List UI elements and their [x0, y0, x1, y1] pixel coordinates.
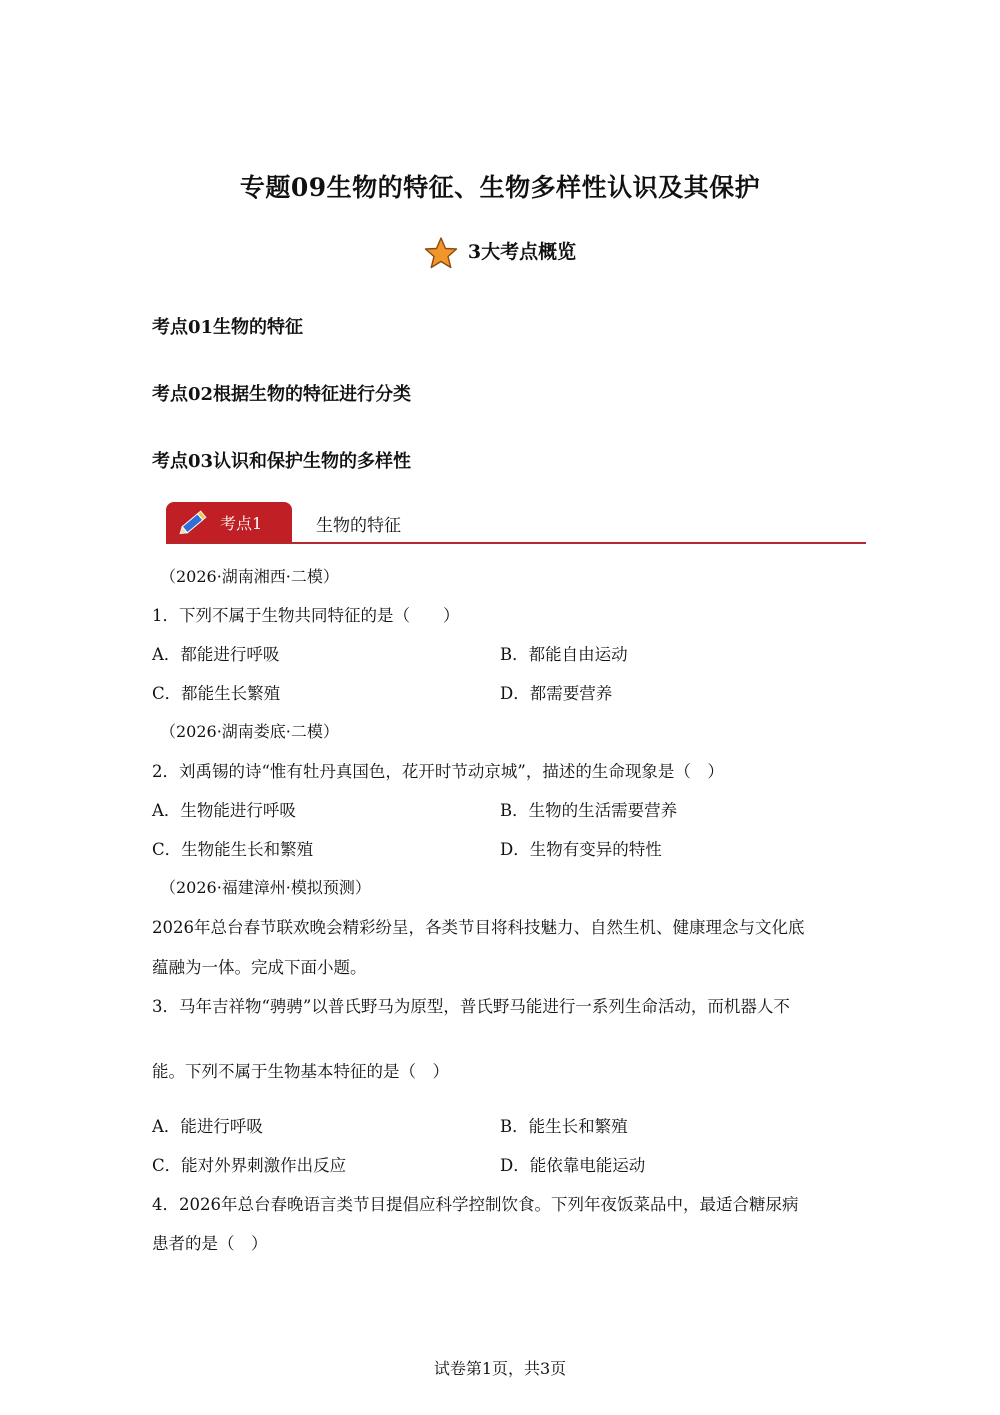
option-b: B．能生长和繁殖 [500, 1117, 628, 1136]
question-intro: 蕴融为一体。完成下面小题。 [152, 958, 367, 977]
option-c: C．都能生长繁殖 [152, 684, 281, 703]
question-stem: 4．2026年总台春晚语言类节目提倡应科学控制饮食。下列年夜饭菜品中，最适合糖尿病 [152, 1195, 799, 1214]
question-stem: 2．刘禹锡的诗“惟有牡丹真国色，花开时节动京城”，描述的生命现象是（ ） [152, 762, 724, 781]
page-footer: 试卷第1页，共3页 [433, 1359, 567, 1378]
option-d: D．都需要营养 [500, 684, 613, 703]
key-point-1: 考点01生物的特征 [152, 317, 304, 338]
question-stem: 患者的是（ ） [152, 1234, 268, 1253]
question-source: （2026·湖南湘西·二模） [160, 567, 339, 586]
overview-heading [0, 236, 1000, 270]
section-divider [166, 542, 866, 544]
page-title: 专题09生物的特征、生物多样性认识及其保护 [239, 173, 761, 202]
option-a: A．能进行呼吸 [152, 1117, 263, 1136]
question-stem: 1．下列不属于生物共同特征的是（ ） [152, 606, 460, 625]
question-stem: 能。下列不属于生物基本特征的是（ ） [152, 1062, 449, 1081]
option-c: C．生物能生长和繁殖 [152, 840, 314, 859]
option-d: D．能依靠电能运动 [500, 1156, 646, 1175]
star-icon [424, 236, 458, 270]
option-a: A．都能进行呼吸 [152, 645, 280, 664]
question-source: （2026·福建漳州·模拟预测） [160, 878, 371, 897]
pencil-icon [178, 507, 210, 537]
key-point-3: 考点03认识和保护生物的多样性 [152, 451, 412, 472]
key-point-2: 考点02根据生物的特征进行分类 [152, 384, 412, 405]
question-intro: 2026年总台春节联欢晚会精彩纷呈，各类节目将科技魅力、自然生机、健康理念与文化底 [152, 918, 805, 937]
option-b: B．都能自由运动 [500, 645, 628, 664]
question-source: （2026·湖南娄底·二模） [160, 722, 339, 741]
option-b: B．生物的生活需要营养 [500, 801, 678, 820]
section-header [166, 502, 866, 544]
section-badge [166, 502, 292, 542]
section-badge-label: 考点1 [220, 513, 263, 533]
option-d: D．生物有变异的特性 [500, 840, 662, 859]
overview-label: 3大考点概览 [467, 241, 577, 263]
section-title: 生物的特征 [316, 516, 401, 536]
option-a: A．生物能进行呼吸 [152, 801, 296, 820]
option-c: C．能对外界刺激作出反应 [152, 1156, 347, 1175]
question-stem: 3．马年吉祥物“骋骋”以普氏野马为原型，普氏野马能进行一系列生命活动，而机器人不 [152, 997, 790, 1016]
